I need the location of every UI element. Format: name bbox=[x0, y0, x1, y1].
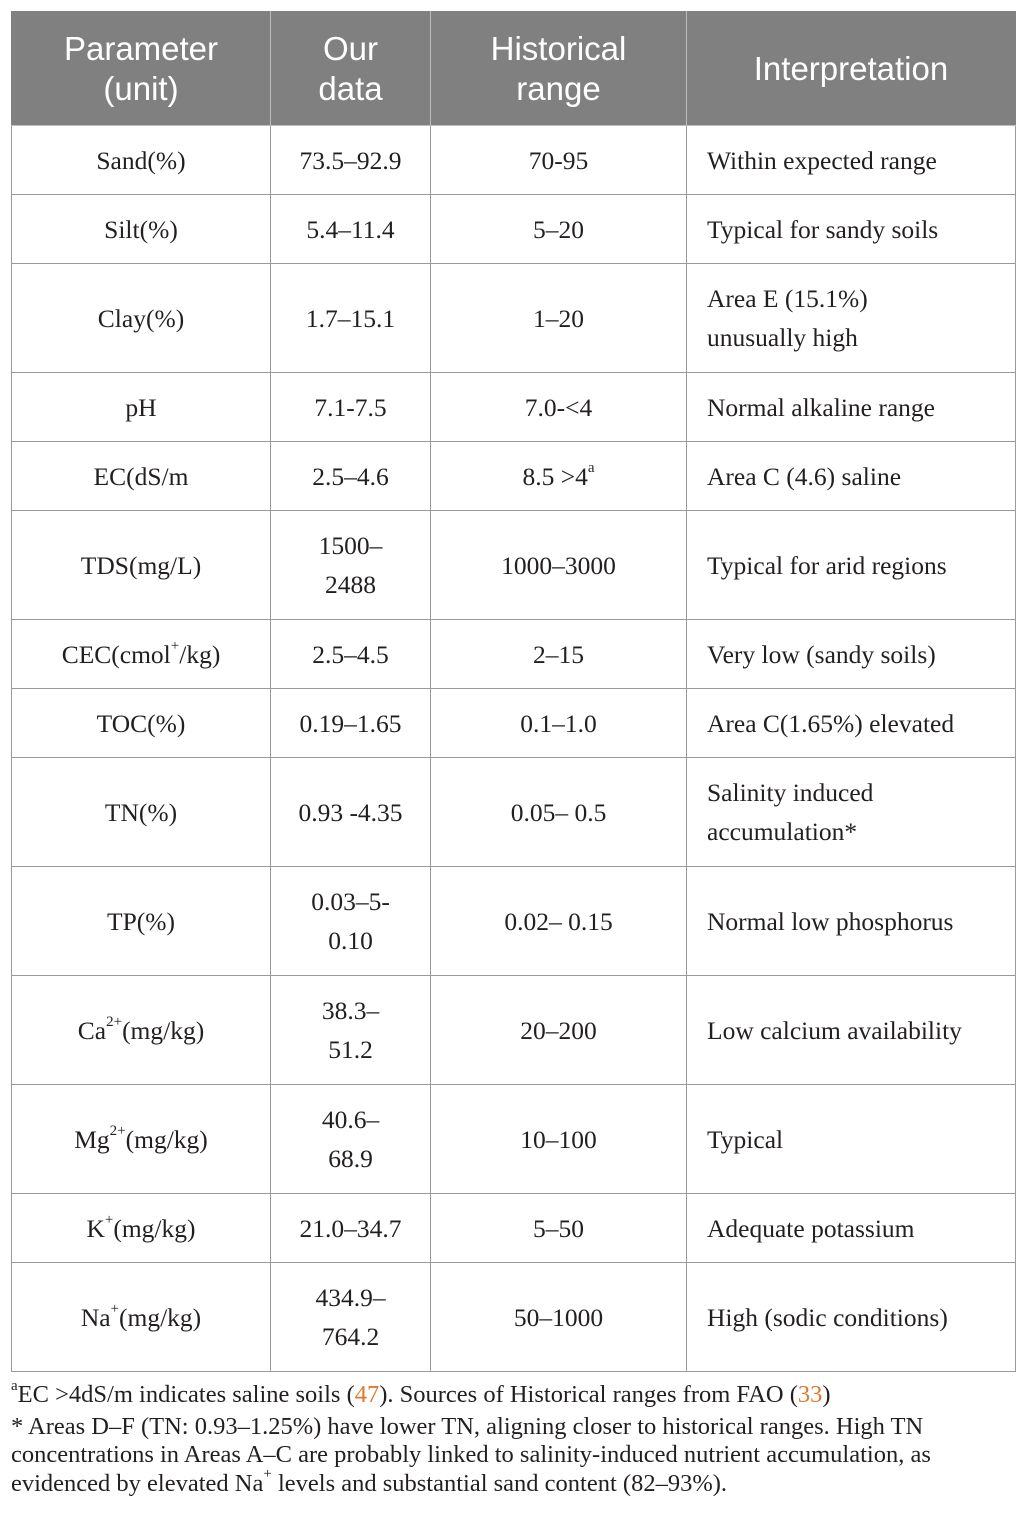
cell-historical-range bbox=[431, 1263, 687, 1372]
footnote-marker: a bbox=[11, 1377, 18, 1394]
cell-historical-range bbox=[431, 689, 687, 758]
cell-parameter bbox=[12, 1263, 271, 1372]
cell-our-data bbox=[271, 689, 431, 758]
table-row bbox=[12, 373, 1016, 442]
parameter-name: Ca bbox=[77, 1015, 107, 1045]
cell-interpretation bbox=[687, 689, 1016, 758]
cell-historical-range bbox=[431, 511, 687, 620]
our-data-value: 1.7–15.1 bbox=[305, 303, 396, 333]
interpretation-text: Area C(1.65%) elevated bbox=[707, 708, 955, 738]
our-data-value: 0.93 -4.35 bbox=[298, 797, 403, 827]
cell-historical-range bbox=[431, 620, 687, 689]
interpretation-text: Very low (sandy soils) bbox=[707, 639, 936, 669]
interpretation-text: Within expected range bbox=[707, 145, 937, 175]
cell-parameter bbox=[12, 1194, 271, 1263]
cell-historical-range bbox=[431, 1194, 687, 1263]
cell-interpretation bbox=[687, 758, 1016, 867]
cell-historical-range bbox=[431, 126, 687, 195]
cell-historical-range bbox=[431, 195, 687, 264]
parameter-name: pH bbox=[125, 392, 157, 422]
historical-range-value: 5–20 bbox=[533, 214, 584, 244]
cell-interpretation bbox=[687, 620, 1016, 689]
table-row bbox=[12, 1085, 1016, 1194]
historical-range-value: 2–15 bbox=[533, 639, 584, 669]
historical-range-value: 5–50 bbox=[533, 1213, 584, 1243]
historical-range-value: 7.0-<4 bbox=[524, 392, 593, 422]
cell-parameter bbox=[12, 976, 271, 1085]
cell-interpretation bbox=[687, 264, 1016, 373]
table-row bbox=[12, 867, 1016, 976]
reference-link-33[interactable]: 33 bbox=[797, 1381, 823, 1408]
historical-range-value: 10–100 bbox=[520, 1124, 597, 1154]
our-data-value: 434.9– bbox=[315, 1283, 386, 1312]
table-row bbox=[12, 1194, 1016, 1263]
interpretation-text: Typical for arid regions bbox=[707, 550, 947, 580]
our-data-value: 2488 bbox=[325, 570, 376, 599]
header-interpretation: Interpretation bbox=[687, 12, 1016, 126]
parameter-name: CEC(cmol bbox=[61, 639, 171, 669]
cell-interpretation bbox=[687, 1263, 1016, 1372]
our-data-value: 68.9 bbox=[328, 1144, 373, 1173]
interpretation-text: Typical for sandy soils bbox=[707, 214, 939, 244]
table-footnotes bbox=[11, 1377, 1021, 1498]
cell-our-data bbox=[271, 442, 431, 511]
cell-parameter bbox=[12, 689, 271, 758]
cell-interpretation bbox=[687, 976, 1016, 1085]
historical-range-value: 0.05– 0.5 bbox=[510, 797, 607, 827]
cell-interpretation bbox=[687, 373, 1016, 442]
cell-parameter bbox=[12, 511, 271, 620]
reference-link-47[interactable]: 47 bbox=[354, 1381, 380, 1408]
table-row bbox=[12, 511, 1016, 620]
cell-parameter bbox=[12, 195, 271, 264]
parameter-unit: (mg/kg) bbox=[125, 1124, 208, 1154]
table-row bbox=[12, 442, 1016, 511]
parameter-unit: (mg/kg) bbox=[113, 1213, 196, 1243]
header-historical-range: Historical range bbox=[431, 12, 687, 126]
our-data-value: 2.5–4.6 bbox=[312, 461, 389, 491]
parameter-name: EC(dS/m bbox=[93, 461, 189, 491]
interpretation-text: Typical bbox=[707, 1124, 784, 1154]
cell-parameter bbox=[12, 758, 271, 867]
our-data-value: 5.4–11.4 bbox=[306, 214, 395, 244]
cell-parameter bbox=[12, 620, 271, 689]
footnote-star: * Areas D–F (TN: 0.93–1.25%) have lower TN, aligning closer to historical ranges. High TN concentrations in Areas A–C are probably linked to salinity-induced nutrient accumulation, as evidenced by elevated Na+ levels and substantial sand content (82–93%). bbox=[11, 1412, 931, 1497]
parameter-superscript: + bbox=[104, 1212, 114, 1228]
cell-parameter bbox=[12, 442, 271, 511]
cell-our-data bbox=[271, 1194, 431, 1263]
header-parameter: Parameter (unit) bbox=[12, 12, 271, 126]
cell-interpretation bbox=[687, 442, 1016, 511]
cell-our-data bbox=[271, 373, 431, 442]
our-data-value: 7.1-7.5 bbox=[314, 392, 387, 422]
cell-our-data bbox=[271, 511, 431, 620]
cell-historical-range bbox=[431, 976, 687, 1085]
table-container bbox=[11, 11, 1015, 1372]
parameter-name: Na bbox=[80, 1302, 111, 1332]
parameter-name: Sand(%) bbox=[96, 145, 186, 175]
cell-interpretation bbox=[687, 1085, 1016, 1194]
cell-parameter bbox=[12, 867, 271, 976]
cell-historical-range bbox=[431, 758, 687, 867]
parameter-name: TOC(%) bbox=[96, 708, 186, 738]
table-row bbox=[12, 758, 1016, 867]
cell-parameter bbox=[12, 1085, 271, 1194]
parameter-name: K bbox=[86, 1213, 105, 1243]
cell-our-data bbox=[271, 976, 431, 1085]
cell-parameter bbox=[12, 264, 271, 373]
our-data-value: 40.6– bbox=[321, 1105, 380, 1134]
parameter-name: Silt(%) bbox=[104, 214, 178, 244]
table-row bbox=[12, 126, 1016, 195]
cell-parameter bbox=[12, 126, 271, 195]
cell-interpretation bbox=[687, 195, 1016, 264]
parameter-name: TP(%) bbox=[107, 906, 175, 936]
header-our-data: Our data bbox=[271, 12, 431, 126]
interpretation-text: Adequate potassium bbox=[707, 1213, 915, 1243]
interpretation-text: High (sodic conditions) bbox=[707, 1302, 948, 1332]
parameter-unit: /kg) bbox=[179, 639, 221, 669]
table-header-row bbox=[12, 12, 1016, 126]
cell-our-data bbox=[271, 620, 431, 689]
our-data-value: 73.5–92.9 bbox=[299, 145, 402, 175]
interpretation-text: Normal low phosphorus bbox=[707, 906, 954, 936]
table-body bbox=[12, 126, 1016, 1372]
interpretation-text: Salinity induced bbox=[707, 778, 874, 807]
table-row bbox=[12, 620, 1016, 689]
table-row bbox=[12, 689, 1016, 758]
table-row bbox=[12, 195, 1016, 264]
cell-parameter bbox=[12, 373, 271, 442]
cell-our-data bbox=[271, 867, 431, 976]
interpretation-text: accumulation* bbox=[707, 817, 858, 846]
table-row bbox=[12, 976, 1016, 1085]
parameter-superscript: 2+ bbox=[106, 1014, 123, 1030]
parameter-superscript: + bbox=[170, 638, 180, 654]
interpretation-text: Area C (4.6) saline bbox=[707, 461, 902, 491]
our-data-value: 2.5–4.5 bbox=[312, 639, 389, 669]
parameter-unit: (mg/kg) bbox=[119, 1302, 202, 1332]
footnote-marker: a bbox=[587, 460, 595, 476]
cell-our-data bbox=[271, 1263, 431, 1372]
interpretation-text: unusually high bbox=[707, 323, 858, 352]
historical-range-value: 0.1–1.0 bbox=[520, 708, 597, 738]
parameter-name: Mg bbox=[74, 1124, 110, 1154]
cell-our-data bbox=[271, 1085, 431, 1194]
historical-range-value: 20–200 bbox=[520, 1015, 597, 1045]
historical-range-value: 70-95 bbox=[528, 145, 589, 175]
our-data-value: 0.10 bbox=[328, 926, 373, 955]
cell-interpretation bbox=[687, 511, 1016, 620]
interpretation-text: Area E (15.1%) bbox=[707, 284, 868, 313]
cell-interpretation bbox=[687, 126, 1016, 195]
historical-range-value: 50–1000 bbox=[513, 1302, 604, 1332]
historical-range-value: 0.02– 0.15 bbox=[504, 906, 613, 936]
parameter-name: TDS(mg/L) bbox=[80, 550, 202, 580]
footnote-a: $^a$EC >4dS/m indicates saline soils (47). Sources of Historical ranges from FAO (33) bbox=[11, 1377, 831, 1408]
interpretation-text: Normal alkaline range bbox=[707, 392, 935, 422]
historical-range-value: 1000–3000 bbox=[501, 550, 616, 580]
cell-historical-range bbox=[431, 264, 687, 373]
our-data-value: 1500– bbox=[318, 531, 383, 560]
historical-range-value: 8.5 >4 bbox=[522, 461, 588, 491]
our-data-value: 764.2 bbox=[321, 1322, 380, 1351]
cell-our-data bbox=[271, 195, 431, 264]
parameter-name: Clay(%) bbox=[97, 303, 185, 333]
interpretation-text: Low calcium availability bbox=[707, 1015, 962, 1045]
cell-historical-range bbox=[431, 442, 687, 511]
table-row bbox=[12, 264, 1016, 373]
our-data-value: 21.0–34.7 bbox=[299, 1213, 402, 1243]
parameter-superscript: 2+ bbox=[109, 1123, 126, 1139]
historical-range-value: 1–20 bbox=[533, 303, 584, 333]
parameter-superscript: + bbox=[110, 1301, 120, 1317]
our-data-value: 0.03–5- bbox=[311, 887, 390, 916]
cell-our-data bbox=[271, 264, 431, 373]
cell-historical-range bbox=[431, 867, 687, 976]
our-data-value: 51.2 bbox=[328, 1035, 373, 1064]
cell-interpretation bbox=[687, 1194, 1016, 1263]
cell-historical-range bbox=[431, 373, 687, 442]
cell-our-data bbox=[271, 126, 431, 195]
parameter-unit: (mg/kg) bbox=[122, 1015, 205, 1045]
cell-interpretation bbox=[687, 867, 1016, 976]
parameter-name: TN(%) bbox=[104, 797, 178, 827]
our-data-value: 38.3– bbox=[321, 996, 380, 1025]
our-data-value: 0.19–1.65 bbox=[299, 708, 402, 738]
cell-historical-range bbox=[431, 1085, 687, 1194]
cell-our-data bbox=[271, 758, 431, 867]
table-row bbox=[12, 1263, 1016, 1372]
soil-parameters-table bbox=[11, 11, 1016, 1372]
